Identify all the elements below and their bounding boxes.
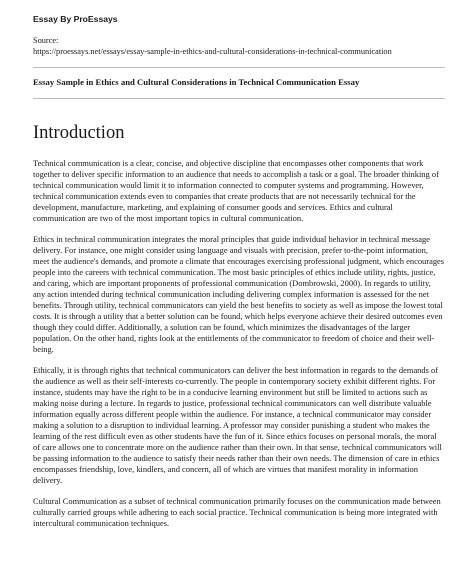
brand-title: Essay By ProEssays <box>33 14 118 24</box>
essay-title: Essay Sample in Ethics and Cultural Considerations in Technical Communication Essay <box>33 77 360 87</box>
paragraph-1: Technical communication is a clear, concise, and objective discipline that encompasses other components that work together to deliver specific information to an audience that needs to accomplish a task or a goal. The broader thinking of technical communication would limit it to information connected to computer systems and programming. However, technical communication extends even to companies that create products that are not necessarily technical for the development, manufacture, marketing, and explaining of consumer goods and services. Ethics and cultural communication are two of the most important topics in cultural communication. <box>33 158 439 223</box>
divider-bottom <box>33 98 445 99</box>
source-label: Source: <box>33 36 59 45</box>
section-heading: Introduction <box>33 123 125 143</box>
divider-top <box>33 67 445 68</box>
paragraph-2: Ethics in technical communication integrates the moral principles that guide individual behavior in technical message delivery. For instance, one might consider using language and visuals with precision, prefer to-the-point information, meet the audience's demands, and promote a climate that encourages exercising professional judgment, which encourages people into the careers with technical communication. The most basic principles of ethics include utility, rights, justice, and caring, which are important proponents of professional communication (Dombrowski, 2000). In regards to utility, any action intended during technical communication including delivering complex information is assessed for the net benefits. Through utility, technical communicators can yield the best benefits to society as well as impose the lowest total costs. It is through a utility that a better solution can be found, which helps everyone achieve their desired outcomes even though they could differ. Additionally, a solution can be found, which minimizes the disadvantages of the larger population. On the other hand, rights look at the entitlements of the communicator to freedom of choice and their well-being. <box>33 234 445 354</box>
source-block <box>33 35 445 57</box>
source-link[interactable]: https://proessays.net/essays/essay-sample-in-ethics-and-cultural-considerations-in-technical-communication <box>33 47 392 56</box>
paragraph-4: Cultural Communication as a subset of technical communication primarily focuses on the communication made between culturally carried groups while adhering to each social practice. Technical communication is being more integrated with intercultural communication techniques. <box>33 496 441 528</box>
essay-page <box>33 14 445 539</box>
paragraph-3: Ethically, it is through rights that technical communicators can deliver the best information in regards to the demands of the audience as well as their self-interests co-currently. The people in contemporary society exhibit different rights. For instance, students may have the right to be in a conducive learning environment but still be limited to actions such as making noise during a lecture. In regards to justice, professional technical communicators can well distribute valuable information equally across different people within the audience. For instance, a technical communicator may consider making a solution to a disruption to individual learning. A professor may consider punishing a student who makes the learning of the rest difficult even as other students have the fun of it. Since ethics focuses on personal morals, the moral of care allows one to concentrate more on the audience rather than their own. In that sense, technical communicators will be passing information to the audience to satisfy their needs rather than their own needs. The dimension of care in ethics encompasses friendship, love, kindlers, and concern, all of which are virtues that manifest morality in information delivery. <box>33 365 442 485</box>
